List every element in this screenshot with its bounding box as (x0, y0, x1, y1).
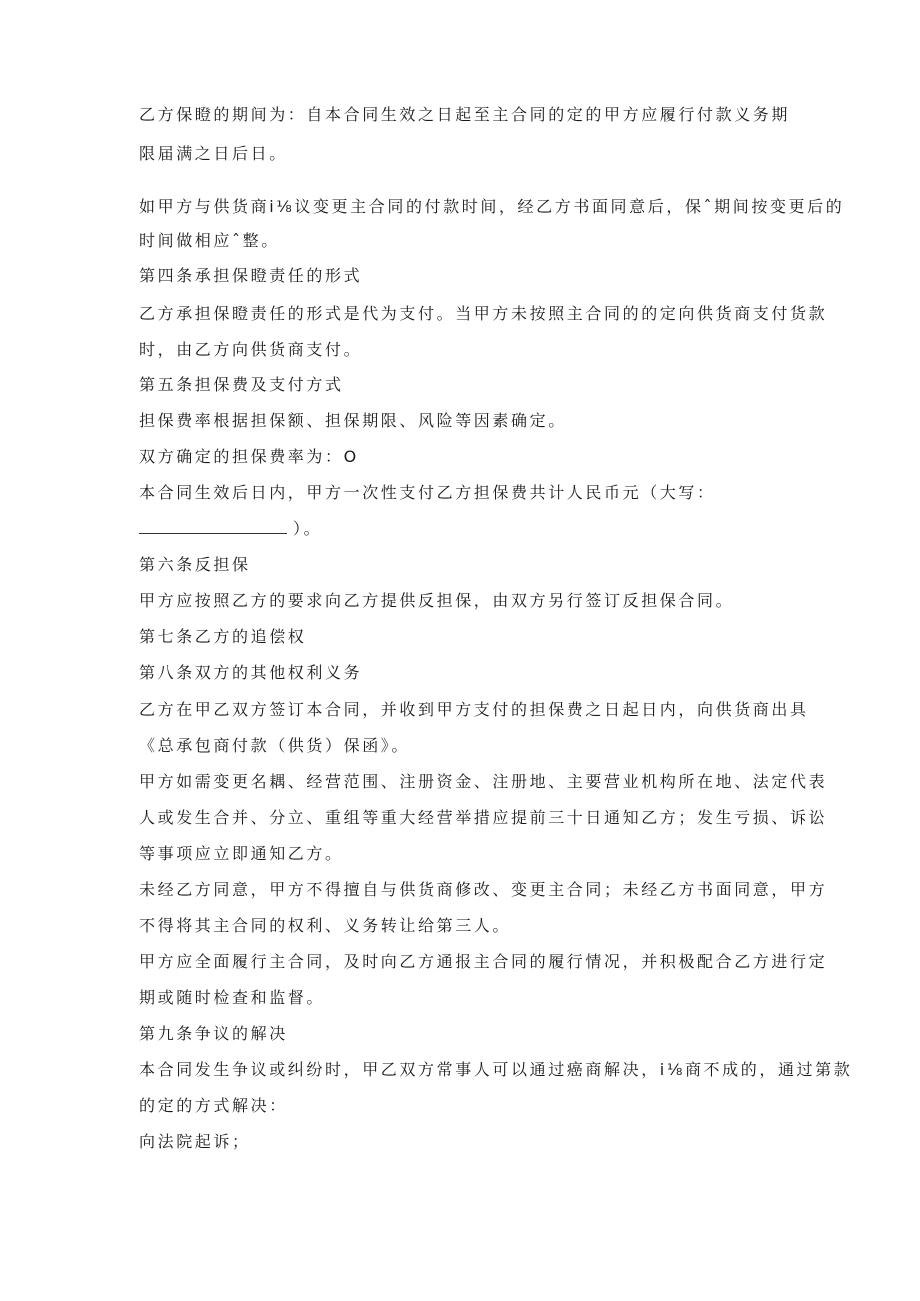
text-line: 乙方在甲乙双方签订本合同，并收到甲方支付的担保费之日起日内，向供货商出具 (139, 700, 809, 719)
text-line: 甲方应全面履行主合同，及时向乙方通报主合同的履行情况，并积极配合乙方进行定 (139, 952, 828, 971)
text-line: 甲方如需变更名耦、经营范围、注册资金、注册地、主要营业机构所在地、法定代表 (139, 772, 828, 791)
text-line: 乙方承担保瞪责任的形式是代为支付。当甲方未按照主合同的的定向供货商支付货款 (139, 304, 828, 323)
text-line: 甲方应按照乙方的要求向乙方提供反担保，由双方另行签订反担保合同。 (139, 591, 735, 610)
text-line: 如甲方与供货商i⅛议变更主合同的付款时间，经乙方书面同意后，保ˆ期间按变更后的 (139, 197, 845, 216)
text-line: 等事项应立即通知乙方。 (139, 844, 344, 863)
text-line: 人或发生合并、分立、重组等重大经营举措应提前三十日通知乙方；发生亏损、诉讼 (139, 808, 828, 827)
text-line: 本合同生效后日内，甲方一次性支付乙方担保费共计人民币元（大写： (139, 483, 716, 502)
text-fragment: ）。 (293, 519, 323, 538)
section-heading: 第六条反担保 (139, 555, 251, 574)
section-heading: 第九条争议的解决 (139, 1024, 288, 1043)
text-line: 向法院起诉； (139, 1132, 251, 1151)
text-line: 双方确定的担保费率为：O (139, 447, 359, 466)
text-line: 乙方保瞪的期间为：自本合同生效之日起至主合同的定的甲方应履行付款义务期 (139, 105, 791, 124)
text-line: 本合同发生争议或纠纷时，甲乙双方常事人可以通过癌商解决，i⅛商不成的，通过第款 (139, 1060, 853, 1079)
text-line: 时间做相应ˆ整。 (139, 231, 280, 250)
text-line: 的定的方式解决： (139, 1096, 288, 1115)
text-line: 《总承包商付款（供货）保函》。 (139, 736, 411, 755)
blank-line (139, 519, 322, 539)
text-line: 担保费率根据担保额、担保期限、风险等因素确定。 (139, 411, 567, 430)
section-heading: 第五条担保费及支付方式 (139, 375, 344, 394)
text-line: 限届满之日后日。 (139, 144, 288, 163)
text-line: 期或随时检查和监督。 (139, 988, 326, 1007)
section-heading: 第七条乙方的追偿权 (139, 627, 307, 646)
section-heading: 第八条双方的其他权利义务 (139, 663, 363, 682)
section-heading: 第四条承担保瞪责任的形式 (139, 266, 363, 285)
text-line: 时，由乙方向供货商支付。 (139, 340, 363, 359)
text-line: 不得将其主合同的权利、义务转让给第三人。 (139, 916, 512, 935)
text-line: 未经乙方同意，甲方不得擅自与供货商修改、变更主合同；未经乙方书面同意，甲方 (139, 880, 828, 899)
fill-in-blank (139, 519, 287, 534)
